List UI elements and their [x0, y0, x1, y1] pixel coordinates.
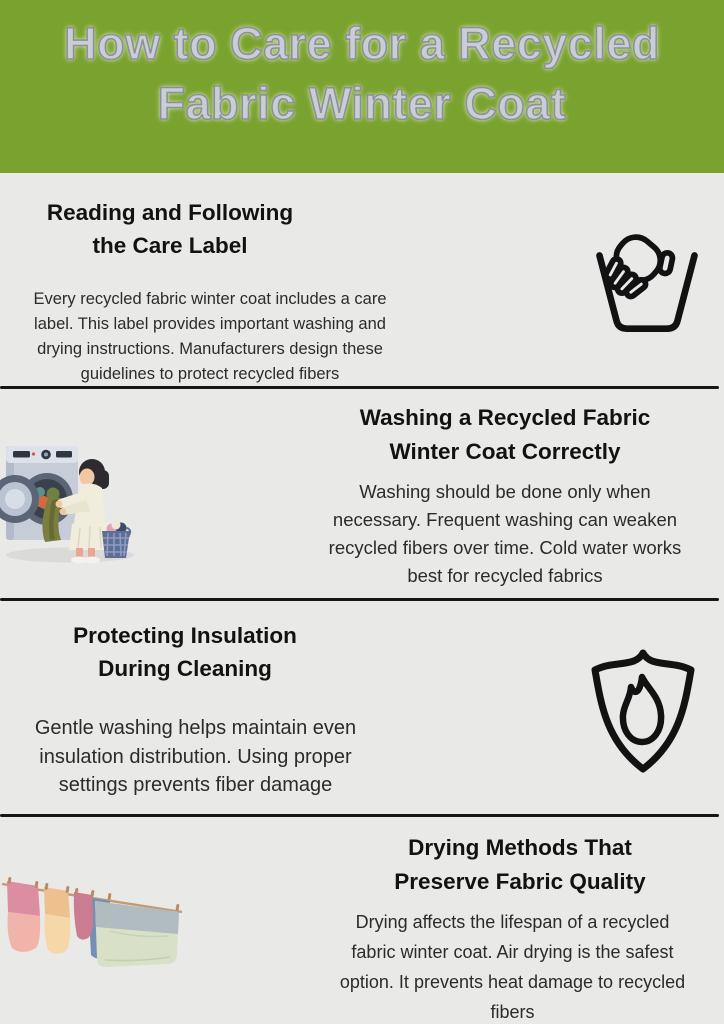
body-line: Drying affects the lifespan of a recycled	[355, 912, 670, 932]
heading-line: the Care Label	[92, 233, 248, 258]
heading-line: During Cleaning	[98, 656, 272, 681]
body-line: fibers	[490, 1002, 535, 1022]
body-line: necessary. Frequent washing can weaken	[332, 509, 678, 530]
section-divider	[0, 598, 719, 601]
heading-line: Preserve Fabric Quality	[394, 869, 646, 894]
heading-line: Reading and Following	[46, 200, 294, 225]
shield-flame-icon	[578, 641, 708, 786]
heading-line: Winter Coat Correctly	[389, 439, 621, 464]
section-body-drying	[315, 907, 710, 1024]
body-line: settings prevents fiber damage	[58, 774, 333, 796]
body-line: fabric winter coat. Air drying is the safest	[351, 942, 674, 962]
page-title-line-2: Fabric Winter Coat	[157, 78, 567, 129]
section-divider	[0, 386, 719, 389]
heading-line: Washing a Recycled Fabric	[359, 405, 651, 430]
section-heading-care-label	[20, 196, 320, 262]
clothesline-illustration	[0, 856, 200, 991]
body-line: insulation distribution. Using proper	[39, 745, 352, 768]
body-line: option. It prevents heat damage to recycled	[339, 972, 686, 992]
heading-line: Drying Methods That	[408, 835, 632, 860]
body-line: drying instructions. Manufacturers design these	[37, 340, 383, 358]
body-line: recycled fibers over time. Cold water works	[328, 537, 682, 558]
section-body-washing	[298, 478, 712, 590]
body-line: Every recycled fabric winter coat includes a care	[33, 290, 387, 308]
header-banner	[0, 0, 724, 173]
body-line: guidelines to protect recycled fibers	[80, 365, 340, 383]
washing-machine-illustration	[0, 436, 148, 566]
page-title-line-1: How to Care for a Recycled	[64, 18, 660, 69]
body-line: label. This label provides important washing and	[34, 315, 386, 333]
body-line: Washing should be done only when	[359, 481, 651, 502]
body-line: best for recycled fabrics	[407, 565, 603, 586]
section-heading-washing	[330, 401, 680, 469]
body-line: Gentle washing helps maintain even	[34, 717, 357, 739]
section-body-care-label	[0, 287, 420, 387]
section-heading-insulation	[35, 619, 335, 685]
section-heading-drying	[335, 831, 705, 899]
heading-line: Protecting Insulation	[73, 623, 297, 648]
section-divider	[0, 814, 719, 817]
handwash-icon	[590, 225, 704, 343]
section-body-insulation	[3, 714, 388, 800]
